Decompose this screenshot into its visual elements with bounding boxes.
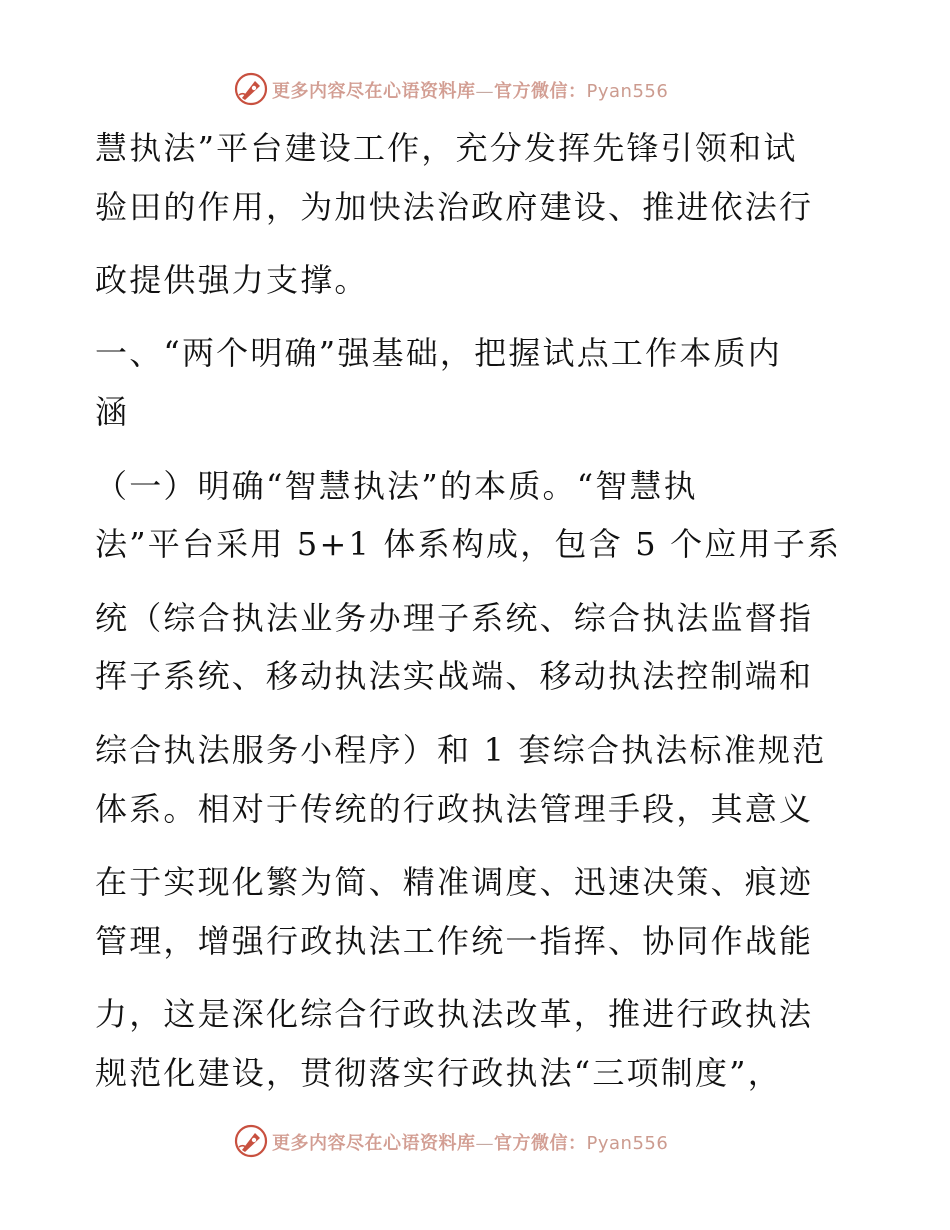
text-line: 统（综合执法业务办理子系统、综合执法监督指 <box>95 599 814 637</box>
section-heading-cont: 涵 <box>95 393 130 431</box>
text-line: 综合执法服务小程序）和 1 套综合执法标准规范 <box>95 731 827 769</box>
subsection-heading: （一）明确“智慧执法”的本质。“智慧执 <box>95 467 698 505</box>
text-line: 验田的作用，为加快法治政府建设、推进依法行 <box>95 188 814 226</box>
text-line: 法”平台采用 5+1 体系构成，包含 5 个应用子系 <box>95 525 842 563</box>
text-line: 慧执法”平台建设工作，充分发挥先锋引领和试 <box>95 129 798 167</box>
section-heading: 一、“两个明确”强基础，把握试点工作本质内 <box>95 334 782 372</box>
text-line: 力，这是深化综合行政执法改革，推进行政执法 <box>95 995 814 1033</box>
pen-nib-logo-icon <box>233 71 269 107</box>
text-line: 管理，增强行政执法工作统一指挥、协同作战能 <box>95 922 814 960</box>
text-line: 政提供强力支撑。 <box>95 261 369 299</box>
text-line: 体系。相对于传统的行政执法管理手段，其意义 <box>95 790 814 828</box>
text-line: 挥子系统、移动执法实战端、移动执法控制端和 <box>95 657 814 695</box>
text-line: 在于实现化繁为简、精准调度、迅速决策、痕迹 <box>95 863 814 901</box>
text-line: 规范化建设，贯彻落实行政执法“三项制度”， <box>95 1054 782 1092</box>
header-watermark <box>0 68 950 112</box>
pen-nib-logo-icon <box>233 1123 269 1159</box>
watermark-text: 更多内容尽在心语资料库—官方微信：Pyan556 <box>272 1133 669 1154</box>
footer-watermark <box>0 1120 950 1164</box>
watermark-text: 更多内容尽在心语资料库—官方微信：Pyan556 <box>272 81 669 102</box>
